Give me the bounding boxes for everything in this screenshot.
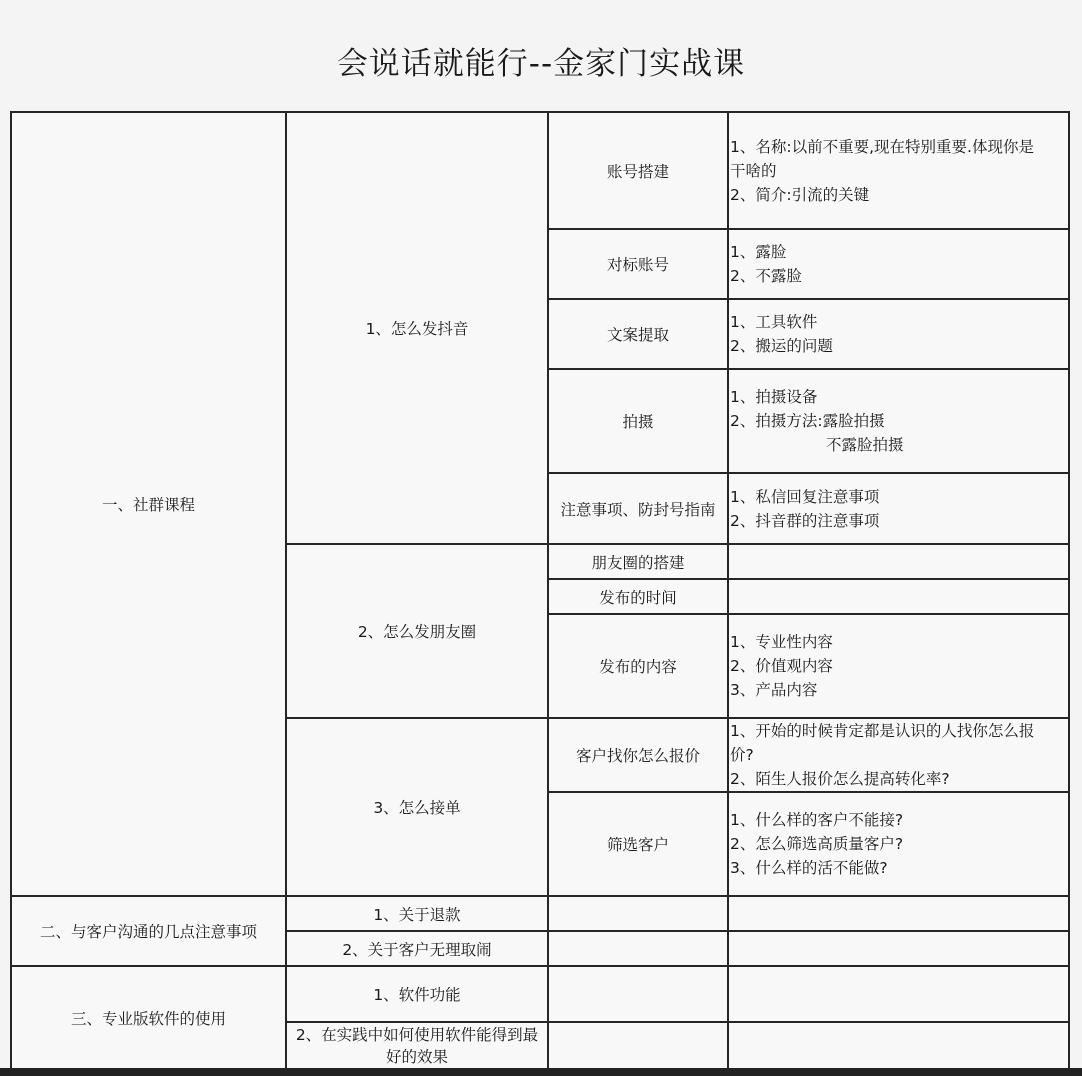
topic-cell — [548, 966, 728, 1022]
topic-cell: 客户找你怎么报价 — [548, 718, 728, 792]
detail-line: 1、开始的时候肯定都是认识的人找你怎么报 — [730, 722, 1035, 740]
detail-cell — [728, 792, 1069, 896]
detail-cell — [728, 896, 1069, 931]
detail-cell — [728, 369, 1069, 473]
group-3-cell — [286, 718, 548, 896]
topic-cell: 账号搭建 — [548, 112, 728, 229]
section-2-cell — [11, 896, 286, 966]
section-1-cell — [11, 112, 286, 896]
subtopic-line: 好的效果 — [385, 1048, 448, 1066]
topic-cell: 朋友圈的搭建 — [548, 544, 728, 579]
detail-line: 2、拍摄方法:露脸拍摄 — [730, 412, 885, 430]
subtopic-cell: 1、软件功能 — [286, 966, 548, 1022]
table-row — [11, 966, 1069, 1022]
detail-line: 1、什么样的客户不能接? — [730, 811, 904, 829]
detail-line: 2、价值观内容 — [730, 657, 833, 675]
detail-line: 1、露脸 — [730, 243, 787, 261]
detail-cell — [728, 718, 1069, 792]
section-3-label: 三、专业版软件的使用 — [70, 1010, 226, 1028]
section-1-label: 一、社群课程 — [101, 496, 195, 514]
detail-cell — [728, 112, 1069, 229]
detail-cell — [728, 614, 1069, 718]
detail-line: 1、工具软件 — [730, 313, 818, 331]
course-outline-table — [10, 111, 1070, 1071]
group-2-label: 2、怎么发朋友圈 — [357, 623, 477, 641]
detail-cell — [728, 229, 1069, 299]
topic-cell: 发布的时间 — [548, 579, 728, 614]
group-2-cell — [286, 544, 548, 718]
group-1-label: 1、怎么发抖音 — [365, 320, 469, 338]
topic-cell: 注意事项、防封号指南 — [548, 473, 728, 544]
topic-cell — [548, 1022, 728, 1070]
topic-cell — [548, 931, 728, 966]
topic-cell: 筛选客户 — [548, 792, 728, 896]
detail-line: 3、什么样的活不能做? — [730, 859, 888, 877]
detail-cell — [728, 579, 1069, 614]
detail-line: 1、专业性内容 — [730, 633, 833, 651]
detail-cell — [728, 544, 1069, 579]
subtopic-line: 2、在实践中如何使用软件能得到最 — [295, 1026, 539, 1044]
detail-line: 价? — [730, 746, 754, 764]
detail-line: 1、私信回复注意事项 — [730, 487, 880, 506]
group-1-cell — [286, 112, 548, 544]
detail-line: 2、陌生人报价怎么提高转化率? — [730, 770, 950, 788]
topic-cell: 文案提取 — [548, 299, 728, 369]
detail-line: 1、拍摄设备 — [730, 388, 818, 406]
subtopic-cell: 2、关于客户无理取闹 — [286, 931, 548, 966]
detail-line: 2、怎么筛选高质量客户? — [730, 835, 904, 853]
detail-line: 1、名称:以前不重要,现在特别重要.体现你是 — [730, 137, 1034, 156]
detail-cell — [728, 1022, 1069, 1070]
page-title: 会说话就能行--金家门实战课 — [336, 46, 746, 82]
topic-cell: 对标账号 — [548, 229, 728, 299]
bottom-edge-bar — [0, 1068, 1082, 1076]
detail-line: 2、抖音群的注意事项 — [730, 511, 880, 530]
detail-line: 不露脸拍摄 — [826, 436, 904, 454]
detail-line: 3、产品内容 — [730, 681, 818, 699]
detail-line: 干啥的 — [730, 161, 777, 180]
detail-cell — [728, 473, 1069, 544]
detail-cell — [728, 966, 1069, 1022]
detail-line: 2、搬运的问题 — [730, 337, 833, 355]
group-3-label: 3、怎么接单 — [373, 799, 461, 817]
topic-cell — [548, 896, 728, 931]
detail-cell — [728, 299, 1069, 369]
table-row — [11, 896, 1069, 931]
detail-line: 2、不露脸 — [730, 267, 802, 285]
section-3-cell — [11, 966, 286, 1070]
detail-cell — [728, 931, 1069, 966]
topic-cell: 拍摄 — [548, 369, 728, 473]
subtopic-cell — [286, 1022, 548, 1070]
section-2-label: 二、与客户沟通的几点注意事项 — [39, 923, 257, 941]
topic-cell: 发布的内容 — [548, 614, 728, 718]
detail-line: 2、简介:引流的关键 — [730, 185, 870, 204]
table-row — [11, 112, 1069, 229]
subtopic-cell: 1、关于退款 — [286, 896, 548, 931]
